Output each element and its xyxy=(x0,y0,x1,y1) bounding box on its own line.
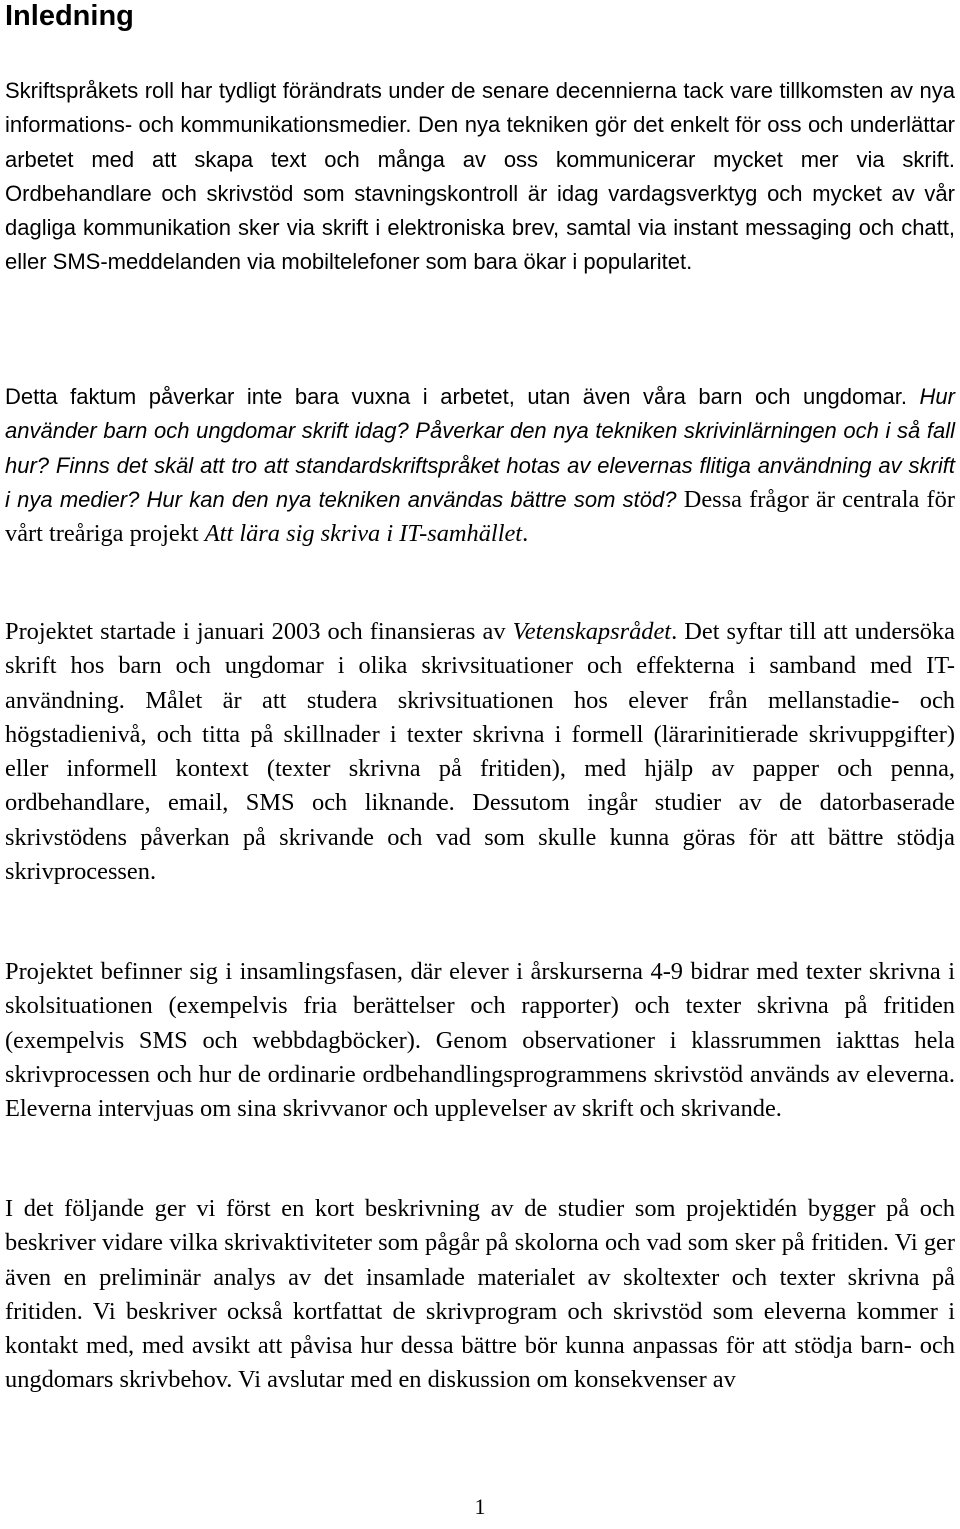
paragraph-questions-tail: Dessa frågor är centrala för vårt treåriga projekt xyxy=(5,485,955,548)
paragraph-outline: I det följande ger vi först en kort beskrivning av de studier som projektidén bygger på och beskriver vidare vilka skrivaktiviteter som pågår på skolorna och vad som sker på fritiden. Vi ger även en preliminär analys av det insamlade materialet av skoltexter och texter skrivna på fritiden. Vi beskriver också kortfattat de skrivprogram och skrivstöd som eleverna kommer i kontakt med, med avsikt att påvisa hur dessa bättre bör kunna anpassas för att stödja barn- och ungdomars skrivbehov. Vi avslutar med en diskussion om konsekvenser av xyxy=(5,1195,955,1394)
body-text-collection xyxy=(5,955,955,1126)
page-number: 1 xyxy=(474,1494,486,1519)
paragraph-project-body: . Det syftar till att undersöka skrift hos barn och ungdomar i olika skrivsituationer och effekterna i samband med IT-användning. Målet är att studera skrivsituationen hos elever från mellanstadie- och högstadienivå, och titta på skillnader i texter skrivna i formell (lärarinitierade skrivuppgifter) eller informell kontext (texter skrivna på fritiden), med hjälp av papper och penna, ordbehandlare, email, SMS och liknande. Dessutom ingår studier av de datorbaserade skrivstödens påverkan på skrivande och vad som skulle kunna göras för att bättre stödja skrivprocessen. xyxy=(5,618,955,886)
paragraph-questions xyxy=(5,380,955,551)
paragraph-questions-end: . xyxy=(522,520,529,548)
funder-name: Vetenskapsrådet xyxy=(512,618,672,645)
body-text xyxy=(5,74,955,280)
body-text-project xyxy=(5,615,955,889)
paragraph-project xyxy=(5,615,955,889)
project-title: Att lära sig skriva i IT-samhället xyxy=(204,520,523,548)
body-text-outline xyxy=(5,1192,955,1398)
research-questions: Hur använder barn och ungdomar skrift idag? Påverkar den nya tekniken skrivinlärningen och i så fall hur? Finns det skäl att tro att standardskriftspråket hotas av elevernas flitiga användning av skrift i nya medier? Hur kan den nya tekniken användas bättre som stöd? xyxy=(5,384,955,512)
paragraph-project-lead: Projektet startade i januari 2003 och finansieras av xyxy=(5,618,513,645)
body-text-questions xyxy=(5,380,955,551)
paragraph-collection: Projektet befinner sig i insamlingsfasen, där elever i årskurserna 4-9 bidrar med texter skrivna i skolsituationen (exempelvis fria berättelser och rapporter) och texter skrivna på fritiden (exempelvis SMS och webbdagböcker). Genom observationer i klassrummen iakttas hela skrivprocessen och hur de ordinarie ordbehandlingsprogrammens skrivstöd används av eleverna. Eleverna intervjuas om sina skrivvanor och upplevelser av skrift och skrivande. xyxy=(5,958,955,1123)
paragraph-questions-lead: Detta faktum påverkar inte bara vuxna i arbetet, utan även våra barn och ungdomar. xyxy=(5,384,920,409)
paragraph-intro: Skriftspråkets roll har tydligt förändrats under de senare decennierna tack vare tillkomsten av nya informations- och kommunikationsmedier. Den nya tekniken gör det enkelt för oss och underlättar arbetet med att skapa text och många av oss kommunicerar mycket mer via skrift. Ordbehandlare och skrivstöd som stavningskontroll är idag vardagsverktyg och mycket av vår dagliga kommunikation sker via skrift i elektroniska brev, samtal via instant messaging och chatt, eller SMS-meddelanden via mobiltelefoner som bara ökar i popularitet. xyxy=(5,78,955,275)
section-heading: Inledning xyxy=(5,0,134,32)
